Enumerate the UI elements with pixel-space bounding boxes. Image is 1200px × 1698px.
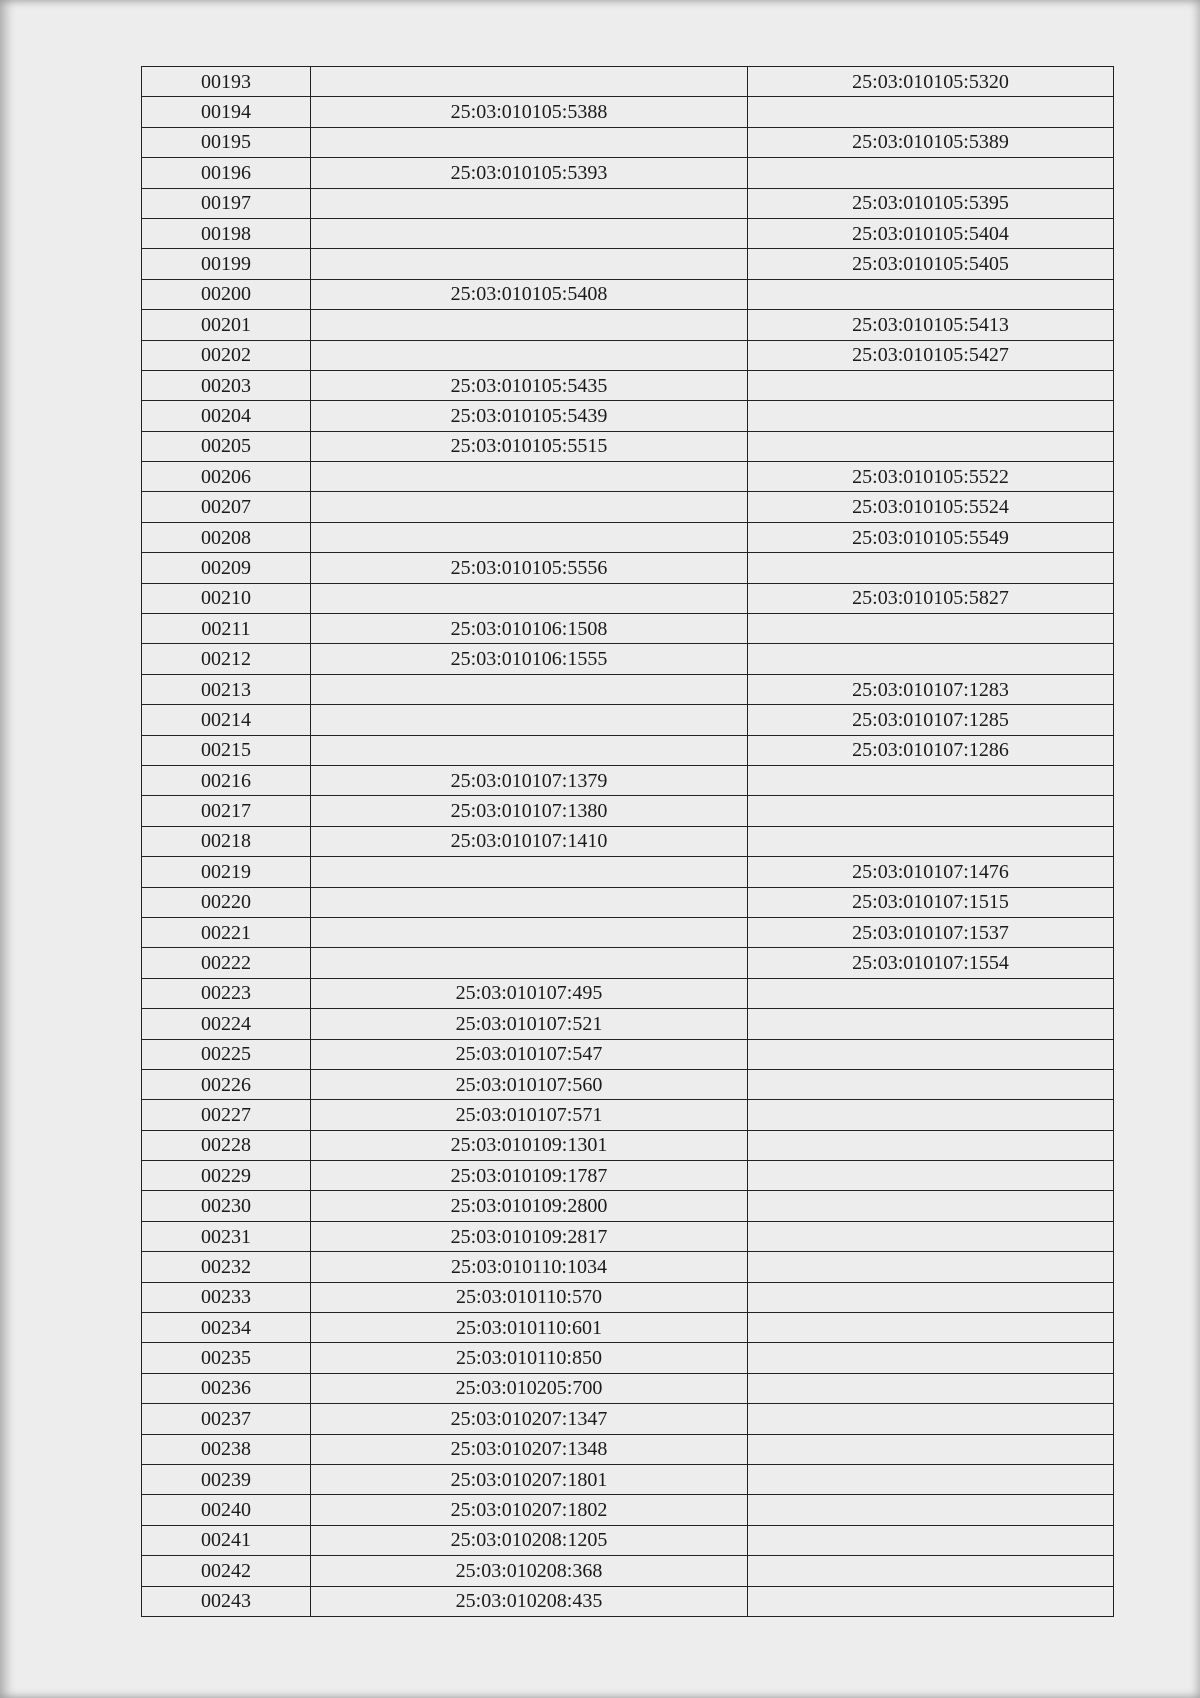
cadastral-number-cell-middle: 25:03:010107:1410 <box>311 826 748 856</box>
table-row <box>142 1039 1114 1069</box>
table-row <box>142 218 1114 248</box>
cadastral-number-cell-right: 25:03:010105:5827 <box>748 583 1114 613</box>
row-number-cell: 00221 <box>142 917 311 947</box>
table-row <box>142 522 1114 552</box>
table-row <box>142 644 1114 674</box>
row-number-cell: 00233 <box>142 1282 311 1312</box>
row-number-cell: 00197 <box>142 188 311 218</box>
cadastral-number-cell-middle: 25:03:010110:570 <box>311 1282 748 1312</box>
cadastral-number-cell-right: 25:03:010105:5404 <box>748 218 1114 248</box>
cadastral-number-cell-right <box>748 1252 1114 1282</box>
cadastral-number-cell-middle: 25:03:010205:700 <box>311 1373 748 1403</box>
cadastral-number-cell-right: 25:03:010107:1286 <box>748 735 1114 765</box>
table-row <box>142 705 1114 735</box>
cadastral-number-cell-right <box>748 1100 1114 1130</box>
cadastral-number-cell-middle: 25:03:010105:5388 <box>311 97 748 127</box>
cadastral-number-cell-right <box>748 1434 1114 1464</box>
table-body <box>142 67 1114 1617</box>
table-row <box>142 1434 1114 1464</box>
cadastral-number-cell-middle: 25:03:010107:495 <box>311 978 748 1008</box>
cadastral-number-cell-middle <box>311 340 748 370</box>
cadastral-number-cell-middle: 25:03:010207:1801 <box>311 1464 748 1494</box>
cadastral-number-cell-right <box>748 279 1114 309</box>
cadastral-number-cell-middle <box>311 67 748 97</box>
cadastral-number-cell-middle: 25:03:010207:1347 <box>311 1404 748 1434</box>
cadastral-number-cell-middle <box>311 583 748 613</box>
cadastral-number-cell-middle: 25:03:010107:571 <box>311 1100 748 1130</box>
row-number-cell: 00196 <box>142 158 311 188</box>
row-number-cell: 00218 <box>142 826 311 856</box>
cadastral-number-cell-right <box>748 1221 1114 1251</box>
table-row <box>142 765 1114 795</box>
cadastral-number-cell-middle: 25:03:010107:560 <box>311 1069 748 1099</box>
cadastral-number-cell-middle: 25:03:010109:2800 <box>311 1191 748 1221</box>
cadastral-number-cell-middle <box>311 218 748 248</box>
row-number-cell: 00198 <box>142 218 311 248</box>
table-row <box>142 158 1114 188</box>
row-number-cell: 00200 <box>142 279 311 309</box>
cadastral-number-cell-middle <box>311 674 748 704</box>
cadastral-number-cell-middle: 25:03:010107:1380 <box>311 796 748 826</box>
cadastral-number-cell-right: 25:03:010105:5405 <box>748 249 1114 279</box>
cadastral-number-cell-right <box>748 1495 1114 1525</box>
row-number-cell: 00235 <box>142 1343 311 1373</box>
table-row <box>142 1343 1114 1373</box>
row-number-cell: 00224 <box>142 1009 311 1039</box>
row-number-cell: 00234 <box>142 1313 311 1343</box>
cadastral-number-cell-middle: 25:03:010207:1802 <box>311 1495 748 1525</box>
row-number-cell: 00220 <box>142 887 311 917</box>
row-number-cell: 00193 <box>142 67 311 97</box>
cadastral-number-cell-middle: 25:03:010208:368 <box>311 1556 748 1586</box>
cadastral-number-cell-right <box>748 1039 1114 1069</box>
cadastral-number-cell-right <box>748 1313 1114 1343</box>
cadastral-number-cell-right <box>748 826 1114 856</box>
cadastral-number-cell-middle: 25:03:010106:1555 <box>311 644 748 674</box>
table-row <box>142 1464 1114 1494</box>
row-number-cell: 00195 <box>142 127 311 157</box>
cadastral-number-cell-middle: 25:03:010109:2817 <box>311 1221 748 1251</box>
cadastral-number-cell-right: 25:03:010105:5320 <box>748 67 1114 97</box>
cadastral-number-cell-middle: 25:03:010105:5556 <box>311 553 748 583</box>
cadastral-number-cell-middle <box>311 857 748 887</box>
row-number-cell: 00204 <box>142 401 311 431</box>
row-number-cell: 00240 <box>142 1495 311 1525</box>
table-row <box>142 249 1114 279</box>
cadastral-number-cell-right: 25:03:010105:5549 <box>748 522 1114 552</box>
cadastral-number-cell-middle <box>311 917 748 947</box>
cadastral-number-cell-middle <box>311 948 748 978</box>
row-number-cell: 00232 <box>142 1252 311 1282</box>
table-row <box>142 735 1114 765</box>
cadastral-number-cell-right <box>748 401 1114 431</box>
cadastral-number-cell-right: 25:03:010107:1554 <box>748 948 1114 978</box>
cadastral-number-cell-right <box>748 1161 1114 1191</box>
cadastral-number-table <box>141 66 1114 1617</box>
cadastral-number-cell-middle: 25:03:010107:521 <box>311 1009 748 1039</box>
table-row <box>142 1100 1114 1130</box>
cadastral-number-cell-middle: 25:03:010105:5408 <box>311 279 748 309</box>
cadastral-number-cell-middle: 25:03:010107:1379 <box>311 765 748 795</box>
table-row <box>142 1495 1114 1525</box>
cadastral-number-cell-right <box>748 1464 1114 1494</box>
row-number-cell: 00209 <box>142 553 311 583</box>
cadastral-number-cell-right <box>748 1191 1114 1221</box>
table-row <box>142 583 1114 613</box>
table-row <box>142 1009 1114 1039</box>
row-number-cell: 00226 <box>142 1069 311 1099</box>
cadastral-number-cell-right <box>748 1525 1114 1555</box>
table-row <box>142 1373 1114 1403</box>
table-row <box>142 1282 1114 1312</box>
table-row <box>142 127 1114 157</box>
row-number-cell: 00208 <box>142 522 311 552</box>
row-number-cell: 00237 <box>142 1404 311 1434</box>
table-row <box>142 826 1114 856</box>
table-row <box>142 887 1114 917</box>
cadastral-number-cell-middle <box>311 705 748 735</box>
cadastral-number-cell-middle: 25:03:010110:601 <box>311 1313 748 1343</box>
table-row <box>142 1191 1114 1221</box>
cadastral-number-cell-right <box>748 1404 1114 1434</box>
cadastral-number-cell-middle <box>311 887 748 917</box>
row-number-cell: 00205 <box>142 431 311 461</box>
cadastral-number-cell-right: 25:03:010107:1283 <box>748 674 1114 704</box>
cadastral-number-cell-right <box>748 1130 1114 1160</box>
row-number-cell: 00194 <box>142 97 311 127</box>
row-number-cell: 00242 <box>142 1556 311 1586</box>
cadastral-number-cell-middle: 25:03:010106:1508 <box>311 614 748 644</box>
row-number-cell: 00201 <box>142 310 311 340</box>
table-row <box>142 1404 1114 1434</box>
cadastral-number-cell-middle <box>311 492 748 522</box>
cadastral-number-cell-right: 25:03:010107:1476 <box>748 857 1114 887</box>
table-row <box>142 97 1114 127</box>
cadastral-number-cell-right <box>748 978 1114 1008</box>
table-row <box>142 279 1114 309</box>
cadastral-number-cell-middle: 25:03:010109:1301 <box>311 1130 748 1160</box>
row-number-cell: 00222 <box>142 948 311 978</box>
table-row <box>142 462 1114 492</box>
cadastral-number-cell-right <box>748 644 1114 674</box>
table-row <box>142 67 1114 97</box>
cadastral-number-cell-right <box>748 97 1114 127</box>
cadastral-number-cell-right: 25:03:010107:1285 <box>748 705 1114 735</box>
cadastral-number-cell-right: 25:03:010105:5524 <box>748 492 1114 522</box>
row-number-cell: 00236 <box>142 1373 311 1403</box>
table-row <box>142 553 1114 583</box>
table-row <box>142 431 1114 461</box>
table-row <box>142 1161 1114 1191</box>
row-number-cell: 00231 <box>142 1221 311 1251</box>
table-row <box>142 857 1114 887</box>
row-number-cell: 00213 <box>142 674 311 704</box>
cadastral-number-cell-right: 25:03:010105:5522 <box>748 462 1114 492</box>
table-row <box>142 1313 1114 1343</box>
cadastral-number-cell-right <box>748 1282 1114 1312</box>
cadastral-number-cell-right <box>748 1556 1114 1586</box>
row-number-cell: 00202 <box>142 340 311 370</box>
row-number-cell: 00225 <box>142 1039 311 1069</box>
row-number-cell: 00229 <box>142 1161 311 1191</box>
row-number-cell: 00203 <box>142 370 311 400</box>
table-row <box>142 1525 1114 1555</box>
table-row <box>142 310 1114 340</box>
table-row <box>142 1252 1114 1282</box>
cadastral-number-cell-middle <box>311 127 748 157</box>
table-row <box>142 1556 1114 1586</box>
table-row <box>142 370 1114 400</box>
cadastral-number-cell-right <box>748 765 1114 795</box>
table-row <box>142 1221 1114 1251</box>
cadastral-number-cell-middle: 25:03:010105:5439 <box>311 401 748 431</box>
table-row <box>142 492 1114 522</box>
row-number-cell: 00239 <box>142 1464 311 1494</box>
row-number-cell: 00210 <box>142 583 311 613</box>
cadastral-number-cell-middle: 25:03:010105:5515 <box>311 431 748 461</box>
table-row <box>142 188 1114 218</box>
table-row <box>142 917 1114 947</box>
cadastral-number-cell-right <box>748 1373 1114 1403</box>
cadastral-number-cell-middle <box>311 522 748 552</box>
row-number-cell: 00214 <box>142 705 311 735</box>
cadastral-number-cell-middle: 25:03:010110:1034 <box>311 1252 748 1282</box>
cadastral-number-cell-right: 25:03:010107:1515 <box>748 887 1114 917</box>
cadastral-number-cell-middle <box>311 462 748 492</box>
cadastral-number-cell-middle <box>311 188 748 218</box>
cadastral-number-cell-right <box>748 431 1114 461</box>
cadastral-number-cell-middle: 25:03:010110:850 <box>311 1343 748 1373</box>
cadastral-number-cell-right: 25:03:010107:1537 <box>748 917 1114 947</box>
cadastral-number-cell-middle <box>311 310 748 340</box>
cadastral-number-cell-right <box>748 158 1114 188</box>
row-number-cell: 00238 <box>142 1434 311 1464</box>
table-row <box>142 401 1114 431</box>
cadastral-number-cell-right <box>748 370 1114 400</box>
cadastral-number-cell-middle: 25:03:010208:435 <box>311 1586 748 1616</box>
table-row <box>142 614 1114 644</box>
table-row <box>142 948 1114 978</box>
cadastral-number-cell-right: 25:03:010105:5413 <box>748 310 1114 340</box>
row-number-cell: 00199 <box>142 249 311 279</box>
row-number-cell: 00206 <box>142 462 311 492</box>
row-number-cell: 00207 <box>142 492 311 522</box>
table-row <box>142 1130 1114 1160</box>
row-number-cell: 00223 <box>142 978 311 1008</box>
cadastral-number-cell-right <box>748 1586 1114 1616</box>
cadastral-number-cell-right <box>748 614 1114 644</box>
cadastral-number-cell-middle: 25:03:010105:5435 <box>311 370 748 400</box>
table-row <box>142 796 1114 826</box>
row-number-cell: 00228 <box>142 1130 311 1160</box>
table-row <box>142 340 1114 370</box>
row-number-cell: 00243 <box>142 1586 311 1616</box>
row-number-cell: 00212 <box>142 644 311 674</box>
row-number-cell: 00217 <box>142 796 311 826</box>
row-number-cell: 00216 <box>142 765 311 795</box>
table-row <box>142 674 1114 704</box>
cadastral-number-cell-right: 25:03:010105:5395 <box>748 188 1114 218</box>
cadastral-number-cell-right <box>748 553 1114 583</box>
cadastral-number-cell-middle: 25:03:010107:547 <box>311 1039 748 1069</box>
cadastral-number-cell-middle <box>311 249 748 279</box>
cadastral-number-cell-middle: 25:03:010109:1787 <box>311 1161 748 1191</box>
table-row <box>142 978 1114 1008</box>
cadastral-number-cell-middle: 25:03:010105:5393 <box>311 158 748 188</box>
cadastral-number-cell-right <box>748 1009 1114 1039</box>
cadastral-number-cell-right <box>748 1343 1114 1373</box>
row-number-cell: 00215 <box>142 735 311 765</box>
table-row <box>142 1586 1114 1616</box>
cadastral-number-cell-right: 25:03:010105:5389 <box>748 127 1114 157</box>
cadastral-number-cell-right <box>748 796 1114 826</box>
row-number-cell: 00227 <box>142 1100 311 1130</box>
cadastral-number-cell-middle: 25:03:010208:1205 <box>311 1525 748 1555</box>
row-number-cell: 00230 <box>142 1191 311 1221</box>
cadastral-number-cell-right: 25:03:010105:5427 <box>748 340 1114 370</box>
row-number-cell: 00211 <box>142 614 311 644</box>
cadastral-number-cell-middle <box>311 735 748 765</box>
table-row <box>142 1069 1114 1099</box>
row-number-cell: 00219 <box>142 857 311 887</box>
cadastral-number-cell-middle: 25:03:010207:1348 <box>311 1434 748 1464</box>
cadastral-number-cell-right <box>748 1069 1114 1099</box>
row-number-cell: 00241 <box>142 1525 311 1555</box>
